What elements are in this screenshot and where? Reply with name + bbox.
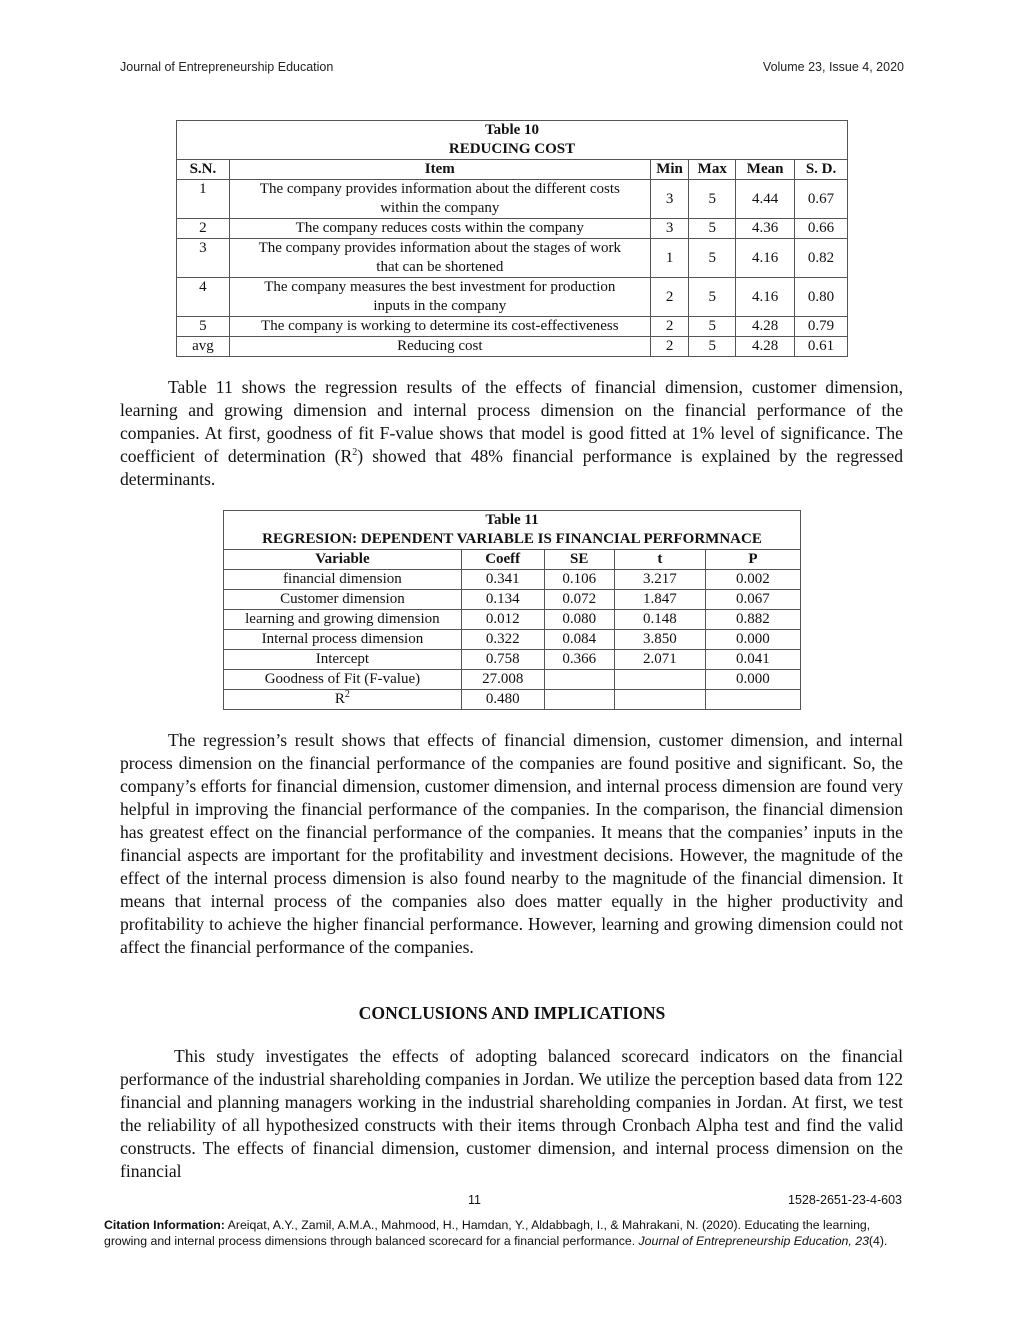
cell-min: 1 <box>650 239 689 278</box>
cell-se: 0.106 <box>544 570 614 590</box>
cell-sn: avg <box>177 337 230 357</box>
article-code: 1528-2651-23-4-603 <box>788 1193 902 1207</box>
cell-t <box>614 670 705 690</box>
table-row <box>224 690 801 710</box>
table-10-title: Table 10 <box>177 121 848 141</box>
body-paragraph: The regression’s result shows that effects of financial dimension, customer dimension, and internal process dimension on the financial performance of the companies are found positive and significant. So, the company’s efforts for financial dimension, customer dimension, and internal process dimension are found very helpful in improving the financial performance of the companies. In the comparison, the financial dimension has greatest effect on the financial performance of the companies. It means that the companies’ inputs in the financial aspects are important for the profitability and investment decisions. However, the magnitude of the effect of the internal process dimension is also found nearby to the magnitude of the financial dimension. It means that internal process of the companies also does matter equally in the higher productivity and profitability to achieve the higher financial performance. However, learning and growing dimension could not affect the financial performance of the companies. <box>120 730 903 957</box>
cell-sd: 0.82 <box>795 239 848 278</box>
cell-variable: Intercept <box>224 650 462 670</box>
cell-sn: 5 <box>177 317 230 337</box>
cell-item-line: that can be shortened <box>376 259 504 275</box>
cell-mean: 4.28 <box>736 337 795 357</box>
cell-variable: financial dimension <box>224 570 462 590</box>
citation-journal: Journal of Entrepreneurship Education, 23 <box>638 1233 869 1248</box>
cell-item-line: The company provides information about the stages of work <box>258 240 622 256</box>
table-11 <box>223 510 801 710</box>
r-squared-label: R <box>334 691 345 707</box>
body-paragraph: This study investigates the effects of adopting balanced scorecard indicators on the financial performance of the industrial shareholding companies in Jordan. We utilize the perception based data from 122 financial and planning managers working in the industrial shareholding companies in Jordan. At first, we test the reliability of all hypothesized constructs with their items through Cronbach Alpha test and find the valid constructs. The effects of financial dimension, customer dimension, and internal process dimension on the financial <box>120 1046 903 1181</box>
cell-sn: 3 <box>177 239 230 278</box>
cell-min: 2 <box>650 337 689 357</box>
cell-mean: 4.44 <box>736 180 795 219</box>
paragraph-text: ) showed that 48% financial performance is explained by the regressed determinants. <box>120 446 903 489</box>
table-row <box>177 239 848 278</box>
table-row <box>177 337 848 357</box>
paragraph-text: Table 11 shows the regression results of the effects of financial dimension, customer dimension, learning and growing dimension and internal process dimension on the financial performance of the companies. At first, goodness of fit F-value shows that model is good fitted at 1% level of significance. The coefficient of determination (R <box>120 377 903 466</box>
citation-issue: (4). <box>868 1233 888 1248</box>
column-header: SE <box>544 550 614 570</box>
table-row <box>224 590 801 610</box>
cell-p: 0.067 <box>705 590 800 610</box>
cell-item-line: inputs in the company <box>373 298 507 314</box>
cell-max: 5 <box>689 278 736 317</box>
table-row <box>224 650 801 670</box>
cell-min: 2 <box>650 317 689 337</box>
cell-sn: 1 <box>177 180 230 219</box>
cell-se: 0.366 <box>544 650 614 670</box>
cell-mean: 4.16 <box>736 278 795 317</box>
superscript: 2 <box>352 447 358 459</box>
cell-max: 5 <box>689 219 736 239</box>
cell-p: 0.000 <box>705 630 800 650</box>
cell-mean: 4.16 <box>736 239 795 278</box>
cell-t: 0.148 <box>614 610 705 630</box>
cell-item-line: The company provides information about the different costs <box>259 181 620 197</box>
citation-information <box>104 1218 904 1249</box>
table-11-title: Table 11 <box>224 511 801 531</box>
running-header-journal: Journal of Entrepreneurship Education <box>120 60 334 74</box>
table-row <box>177 219 848 239</box>
table-row <box>224 630 801 650</box>
cell-coeff: 0.012 <box>461 610 544 630</box>
cell-sn: 2 <box>177 219 230 239</box>
cell-item <box>229 278 650 317</box>
cell-variable: learning and growing dimension <box>224 610 462 630</box>
table-row <box>224 570 801 590</box>
table-10 <box>176 120 848 357</box>
cell-item: The company is working to determine its cost-effectiveness <box>229 317 650 337</box>
table-row <box>224 670 801 690</box>
cell-mean: 4.36 <box>736 219 795 239</box>
page-number: 11 <box>468 1193 481 1207</box>
column-header: Mean <box>736 160 795 180</box>
cell-variable: Customer dimension <box>224 590 462 610</box>
cell-variable: Goodness of Fit (F-value) <box>224 670 462 690</box>
cell-p: 0.041 <box>705 650 800 670</box>
cell-t: 3.217 <box>614 570 705 590</box>
cell-coeff: 0.758 <box>461 650 544 670</box>
cell-t <box>614 690 705 710</box>
cell-variable <box>224 690 462 710</box>
cell-mean: 4.28 <box>736 317 795 337</box>
table-10-header-row <box>177 160 848 180</box>
cell-variable: Internal process dimension <box>224 630 462 650</box>
cell-max: 5 <box>689 317 736 337</box>
cell-se <box>544 670 614 690</box>
cell-min: 3 <box>650 180 689 219</box>
cell-se <box>544 690 614 710</box>
column-header: Coeff <box>461 550 544 570</box>
cell-p: 0.000 <box>705 670 800 690</box>
table-11-subtitle: REGRESION: DEPENDENT VARIABLE IS FINANCIAL PERFORMNACE <box>224 530 801 550</box>
column-header: Variable <box>224 550 462 570</box>
body-paragraph <box>120 376 903 491</box>
superscript: 2 <box>344 689 350 700</box>
table-row <box>224 610 801 630</box>
cell-item-line: within the company <box>380 200 500 216</box>
running-header-volume: Volume 23, Issue 4, 2020 <box>762 60 904 74</box>
cell-sd: 0.79 <box>795 317 848 337</box>
cell-coeff: 0.322 <box>461 630 544 650</box>
table-11-header-row <box>224 550 801 570</box>
cell-p: 0.002 <box>705 570 800 590</box>
column-header: t <box>614 550 705 570</box>
cell-se: 0.080 <box>544 610 614 630</box>
table-row <box>177 317 848 337</box>
citation-text: Areiqat, A.Y., Zamil, A.M.A., Mahmood, H., Hamdan, Y., Aldabbagh, I., & Mahrakani, N. (2020). Educating the learning, growing and internal process dimensions through balanced scorecard for a financial performance. <box>104 1218 871 1248</box>
cell-t: 3.850 <box>614 630 705 650</box>
cell-t: 1.847 <box>614 590 705 610</box>
cell-p <box>705 690 800 710</box>
cell-sd: 0.66 <box>795 219 848 239</box>
cell-min: 3 <box>650 219 689 239</box>
cell-sd: 0.80 <box>795 278 848 317</box>
table-10-subtitle: REDUCING COST <box>177 140 848 160</box>
cell-coeff: 0.134 <box>461 590 544 610</box>
cell-se: 0.072 <box>544 590 614 610</box>
cell-sd: 0.61 <box>795 337 848 357</box>
cell-coeff: 0.341 <box>461 570 544 590</box>
cell-coeff: 0.480 <box>461 690 544 710</box>
cell-item-line: The company measures the best investment for production <box>264 279 616 295</box>
section-heading: CONCLUSIONS AND IMPLICATIONS <box>358 1003 666 1023</box>
cell-item <box>229 239 650 278</box>
cell-p: 0.882 <box>705 610 800 630</box>
column-header: Min <box>650 160 689 180</box>
column-header: P <box>705 550 800 570</box>
cell-max: 5 <box>689 180 736 219</box>
cell-item: The company reduces costs within the company <box>229 219 650 239</box>
column-header: Item <box>229 160 650 180</box>
cell-sn: 4 <box>177 278 230 317</box>
cell-coeff: 27.008 <box>461 670 544 690</box>
cell-se: 0.084 <box>544 630 614 650</box>
cell-max: 5 <box>689 337 736 357</box>
table-row <box>177 180 848 219</box>
cell-t: 2.071 <box>614 650 705 670</box>
cell-sd: 0.67 <box>795 180 848 219</box>
cell-min: 2 <box>650 278 689 317</box>
column-header: Max <box>689 160 736 180</box>
column-header: S. D. <box>795 160 848 180</box>
table-row <box>177 278 848 317</box>
citation-label: Citation Information: <box>104 1218 225 1232</box>
column-header: S.N. <box>177 160 230 180</box>
cell-max: 5 <box>689 239 736 278</box>
cell-item: Reducing cost <box>229 337 650 357</box>
cell-item <box>229 180 650 219</box>
